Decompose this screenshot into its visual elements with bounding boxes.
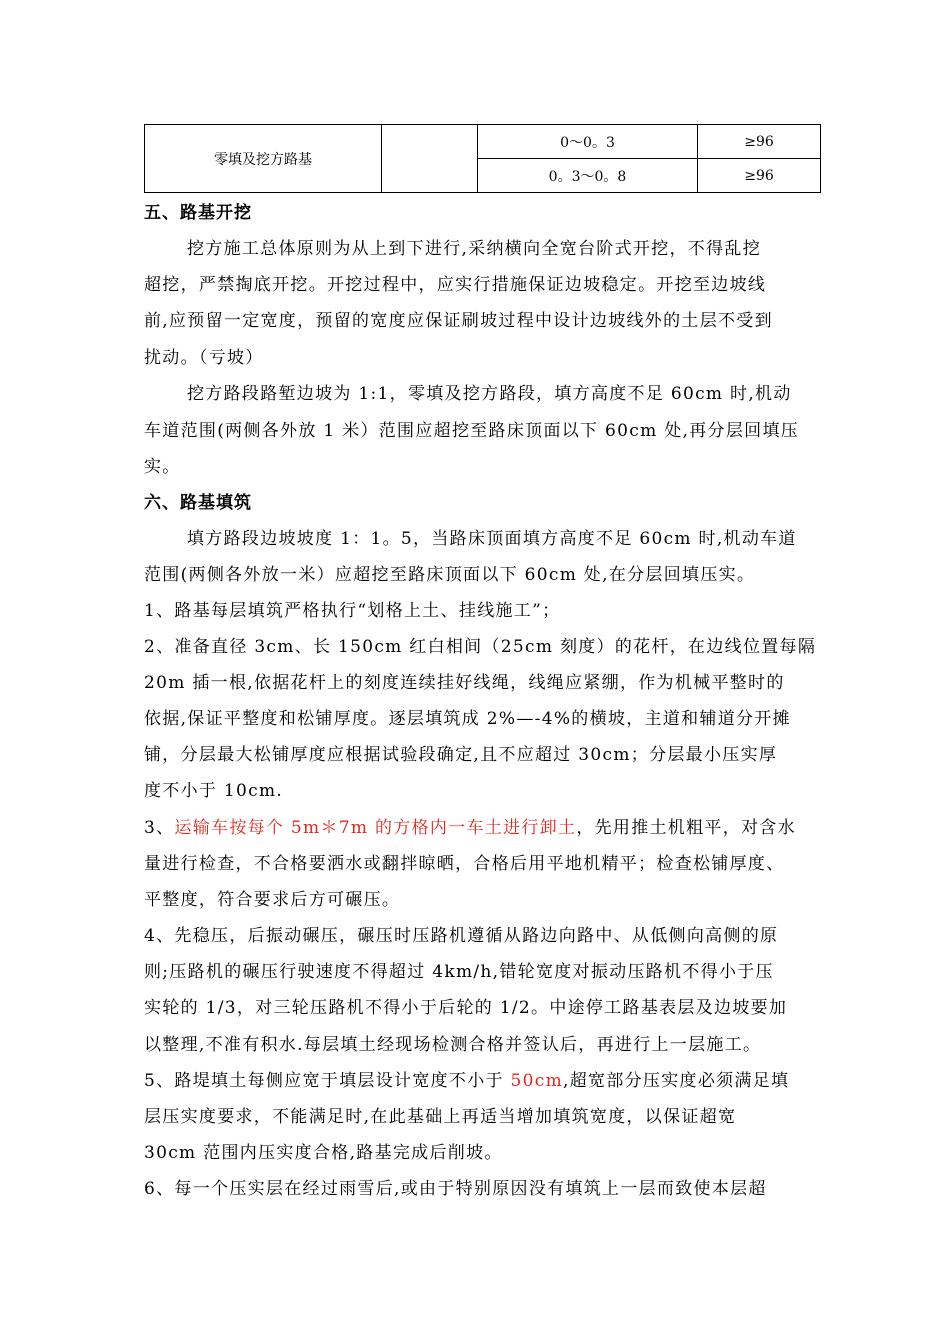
list-item-4-line: 则;压路机的碾压行驶速度不得超过 4km/h,错轮宽度对振动压路机不得小于压 — [144, 962, 774, 982]
highlighted-text: 50cm — [510, 1071, 564, 1091]
paragraph-line: 车道范围(两侧各外放 1 米）范围应超挖至路床顶面以下 60cm 处,再分层回填压 — [144, 421, 800, 441]
list-item-5-suffix: ,超宽部分压实度必须满足填 — [563, 1071, 790, 1091]
table-value-cell: ≥96 — [698, 125, 821, 159]
list-item-2-line: 依据,保证平整度和松铺厚度。逐层填筑成 2%—-4%的横坡，主道和辅道分开摊 — [144, 709, 791, 729]
paragraph-line: 实。 — [144, 457, 181, 477]
list-item-5-line: 层压实度要求，不能满足时,在此基础上再适当增加填筑宽度，以保证超宽 — [144, 1107, 737, 1127]
paragraph-line: 挖方施工总体原则为从上到下进行,采纳横向全宽台阶式开挖，不得乱挖 — [187, 239, 762, 259]
list-item-2-line: 铺，分层最大松铺厚度应根据试验段确定,且不应超过 30cm；分层最小压实厚 — [144, 745, 778, 765]
list-item-3-suffix: ，先用推土机粗平，对含水 — [576, 818, 796, 838]
list-item-3-line — [144, 813, 796, 838]
table-range-cell: 0。3～0。8 — [478, 159, 698, 193]
table-empty-cell — [382, 125, 478, 193]
list-item-2-line: 2、准备直径 3cm、长 150cm 红白相间（25cm 刻度）的花杆，在边线位置每隔 — [144, 637, 817, 657]
section-heading-filling: 六、路基填筑 — [144, 493, 252, 513]
paragraph-line: 超挖，严禁掏底开挖。开挖过程中，应实行措施保证边坡稳定。开挖至边坡线 — [144, 275, 767, 295]
compaction-table — [144, 124, 821, 193]
list-item-5-line — [144, 1066, 789, 1091]
table-value-cell: ≥96 — [698, 159, 821, 193]
paragraph-line: 扰动。（亏坡） — [144, 348, 264, 368]
list-item-4-line: 4、先稳压，后振动碾压，碾压时压路机遵循从路边向路中、从低侧向高侧的原 — [144, 926, 779, 946]
highlighted-text: 运输车按每个 5m＊7m 的方格内一车土进行卸土 — [174, 818, 577, 838]
list-item-1: 1、路基每层填筑严格执行“划格上土、挂线施工”； — [144, 601, 561, 621]
table-range-cell: 0～0。3 — [478, 125, 698, 159]
section-heading-excavation: 五、路基开挖 — [144, 203, 252, 223]
list-item-4-line: 以整理,不准有积水.每层填土经现场检测合格并签认后，再进行上一层施工。 — [144, 1035, 762, 1055]
list-item-2-line: 度不小于 10cm. — [144, 781, 284, 801]
list-item-5-prefix: 5、路堤填土每侧应宽于填层设计宽度不小于 — [144, 1071, 511, 1091]
list-item-6-line: 6、每一个压实层在经过雨雪后,或由于特别原因没有填筑上一层而致使本层超 — [144, 1179, 767, 1199]
list-item-2-line: 20m 插一根,依据花杆上的刻度连续挂好线绳，线绳应紧绷，作为机械平整时的 — [144, 673, 785, 693]
paragraph-line: 填方路段边坡坡度 1：1。5，当路床顶面填方高度不足 60cm 时,机动车道 — [187, 529, 797, 549]
paragraph-line: 前,应预留一定宽度，预留的宽度应保证刷坡过程中设计边坡线外的土层不受到 — [144, 311, 773, 331]
paragraph-line: 范围(两侧各外放一米）应超挖至路床顶面以下 60cm 处,在分层回填压实。 — [144, 565, 756, 585]
table-row-label: 零填及挖方路基 — [145, 125, 382, 193]
list-item-3-line: 平整度，符合要求后方可碾压。 — [144, 890, 401, 910]
list-item-3-line: 量进行检查，不合格要洒水或翻拌晾晒，合格后用平地机精平；检查松铺厚度、 — [144, 854, 785, 874]
list-item-4-line: 实轮的 1/3，对三轮压路机不得小于后轮的 1/2。中途停工路基表层及边坡要加 — [144, 998, 788, 1018]
list-item-5-line: 30cm 范围内压实度合格,路基完成后削坡。 — [144, 1143, 503, 1163]
paragraph-line: 挖方路段路堑边坡为 1:1，零填及挖方路段，填方高度不足 60cm 时,机动 — [187, 384, 792, 404]
list-item-3-prefix: 3、 — [144, 818, 175, 838]
